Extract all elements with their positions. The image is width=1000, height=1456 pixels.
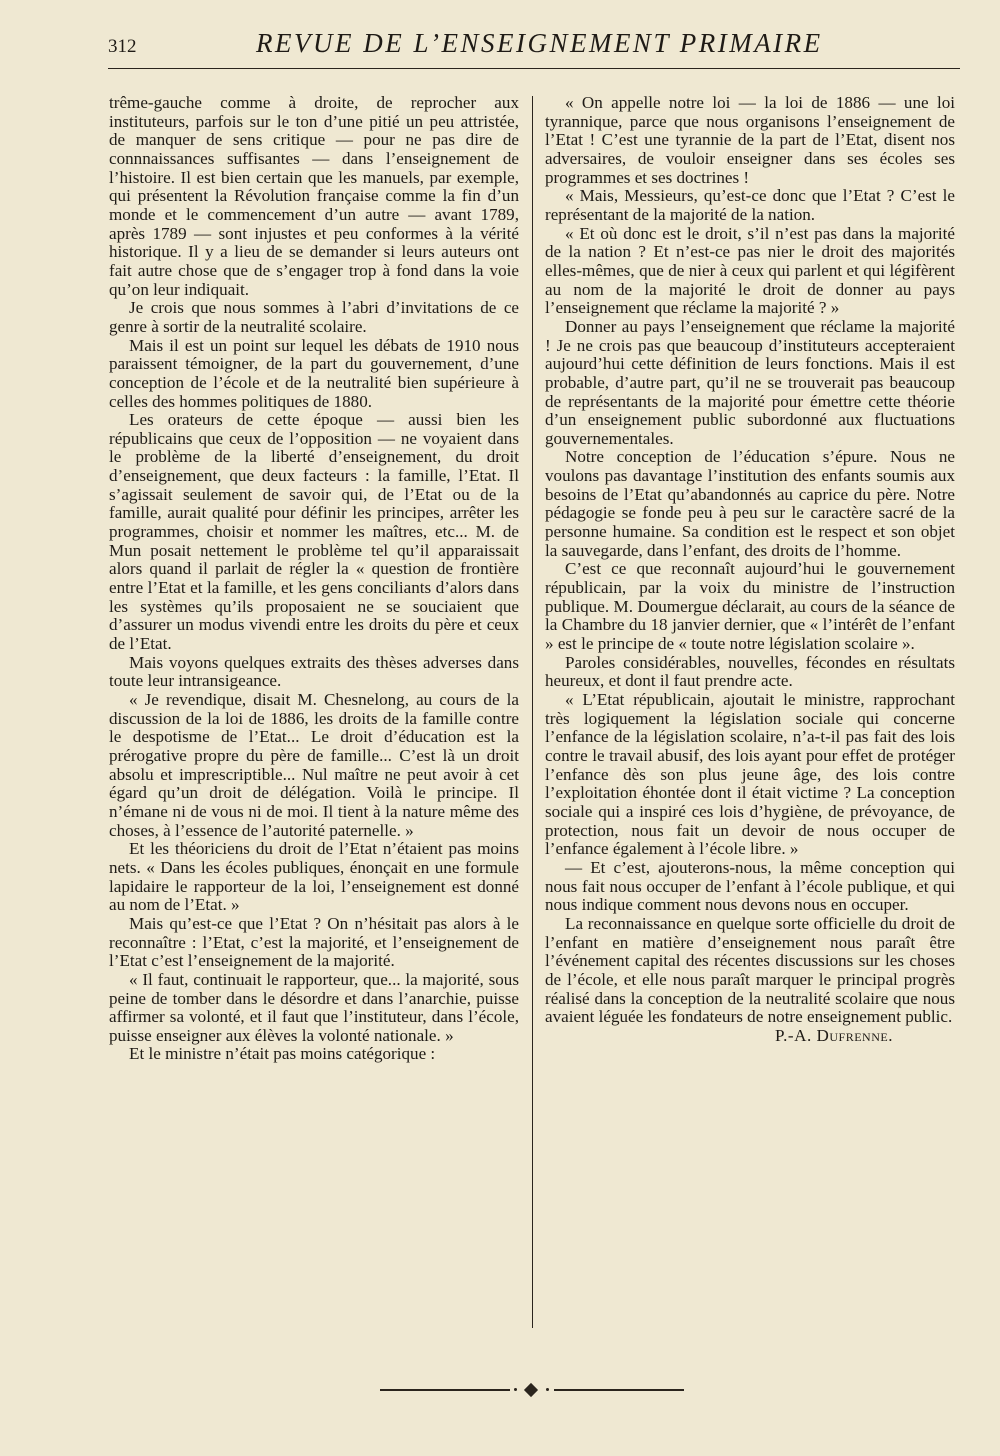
paragraph: trême-gauche comme à droite, de reprocher aux instituteurs, parfois sur le ton d’une pitié un peu attristée, de manquer de sens critique — pour ne pas dire de connnaissances suffisantes — dans l’enseignement de l’histoire. Il est bien certain que les manuels, par exemple, qui présentent la Révolution française comme la fin d’un monde et le commencement d’un autre — avant 1789, après 1789 — sont injustes et peu conformes à la vérité historique. Il y a lieu de se demander si leurs auteurs ont fait autre chose que de s’engager trop à fond dans la voie qu’on leur indiquait. — [109, 93, 519, 299]
paragraph: Mais il est un point sur lequel les débats de 1910 nous paraissent témoigner, de la part du gouvernement, d’une conception de l’école et de la neutralité bien supérieure à celles des hommes politiques de 1880. — [109, 335, 519, 411]
left-column — [109, 94, 519, 1064]
signature-surname: Dufrenne. — [816, 1025, 893, 1045]
ornament-line-right — [554, 1389, 684, 1391]
page-number: 312 — [108, 36, 137, 57]
right-column — [545, 94, 955, 1045]
paragraph: « On appelle notre loi — la loi de 1886 — une loi tyrannique, parce que nous organisons l’enseignement de l’Etat ! C’est une tyrannie de la part de l’Etat, disent nos adversaires, de vouloir enseigner dans ses écoles ses programmes et ses doctrines ! — [545, 93, 955, 187]
column-divider — [532, 96, 533, 1328]
paragraph: « Je revendique, disait M. Chesnelong, au cours de la discussion de la loi de 1886, les droits de la famille contre le despotisme de l’Etat... Le droit d’éducation est la prérogative propre du père de famille... C’est là un droit absolu et imprescriptible... Nul maître ne peut avoir à cet égard qu’un droit de délégation. Voilà le principe. Il n’émane ni de vous ni de moi. Il tient à la nature même des choses, à l’essence de l’autorité paternelle. » — [109, 690, 519, 840]
header-rule — [108, 68, 960, 69]
paragraph: La reconnaissance en quelque sorte officielle du droit de l’enfant en matière d’enseignement nous paraît être l’événement capital des récentes discussions sur les choses de l’école, et elle nous paraît marquer le principal progrès réalisé dans la conception de la neutralité scolaire que nous avaient léguée les fondateurs de notre enseignement public. — [545, 913, 955, 1027]
ornament-line-left — [380, 1389, 510, 1391]
journal-title: REVUE DE L’ENSEIGNEMENT PRIMAIRE — [256, 28, 823, 58]
paragraph: Je crois que nous sommes à l’abri d’invitations de ce genre à sortir de la neutralité scolaire. — [109, 298, 519, 336]
paragraph: Mais voyons quelques extraits des thèses adverses dans toute leur intransigeance. — [109, 652, 519, 691]
end-ornament — [380, 1382, 684, 1398]
paragraph: Mais qu’est-ce que l’Etat ? On n’hésitait pas alors à le reconnaître : l’Etat, c’est la majorité, et l’enseignement de l’Etat c’est l’enseignement de la majorité. — [109, 913, 519, 971]
paragraph: Les orateurs de cette époque — aussi bien les républicains que ceux de l’opposition — ne voyaient dans le problème de la liberté d’enseignement, du droit d’enseignement, que deux facteurs : la famille, l’Etat. Il s’agissait seulement de savoir qui, de l’Etat ou de la famille, aurait qualité pour définir les principes, arrêter les programmes, choisir et nommer les maîtres, etc... M. de Mun posait nettement le problème tel qu’il apparaissait alors quand il parlait de régler la « question de frontière entre l’Etat et la famille, et les gens conciliants d’alors dans les systèmes qu’ils proposaient ne se souciaient que d’assurer un modus vivendi entre les droits du père et ceux de l’Etat. — [109, 410, 519, 654]
paragraph: Donner au pays l’enseignement que réclame la majorité ! Je ne crois pas que beaucoup d’instituteurs accepteraient aujourd’hui cette définition de leurs fonctions. Mais il est probable, d’autre part, qu’il ne se trouverait pas beaucoup de représentants de la majorité pour émettre cette théorie d’un enseignement public subordonné aux fluctuations gouvernementales. — [545, 316, 955, 448]
paragraph: C’est ce que reconnaît aujourd’hui le gouvernement républicain, par la voix du ministre de l’instruction publique. M. Doumergue déclarait, au cours de la séance de la Chambre du 18 janvier dernier, que « l’intérêt de l’enfant » est le principe de « toute notre législation scolaire ». — [545, 559, 955, 654]
ornament-dot-left — [514, 1388, 517, 1391]
paragraph: Et les théoriciens du droit de l’Etat n’étaient pas moins nets. « Dans les écoles publiques, énonçait en une formule lapidaire le rapporteur de la loi, l’enseignement est donné au nom de l’Etat. » — [109, 839, 519, 915]
signature-initials: P.-A. — [775, 1025, 812, 1045]
paragraph: « Mais, Messieurs, qu’est-ce donc que l’Etat ? C’est le représentant de la majorité de la nation. — [545, 186, 955, 224]
paragraph: « L’Etat républicain, ajoutait le ministre, rapprochant très logiquement la législation sociale qui concerne l’enfance de la législation scolaire, n’a-t-il pas fait des lois contre le travail abusif, des lois ayant pour effet de protéger l’enfance dès son plus jeune âge, des lois contre l’exploitation éhontée dont il était victime ? La conception sociale qui a inspiré ces lois d’hygiène, de prévoyance, de protection, nous fait un devoir de nous occuper de l’enfance également à l’école libre. » — [545, 690, 955, 859]
ornament-dot-right — [546, 1388, 549, 1391]
paragraph: « Il faut, continuait le rapporteur, que... la majorité, sous peine de tomber dans le désordre et dans l’anarchie, puisse affirmer sa volonté, et il faut que l’instituteur, dans l’école, puisse enseigner aux élèves la volonté nationale. » — [109, 969, 519, 1045]
paragraph: — Et c’est, ajouterons-nous, la même conception qui nous fait nous occuper de l’enfant à l’école publique, et qui nous indique comment nous devons nous en occuper. — [545, 857, 955, 915]
ornament-diamond-icon — [524, 1383, 538, 1397]
author-signature — [545, 1027, 955, 1046]
paragraph: Et le ministre n’était pas moins catégorique : — [129, 1044, 436, 1064]
paragraph: Paroles considérables, nouvelles, fécondes en résultats heureux, et dont il faut prendre acte. — [545, 652, 955, 691]
paragraph: « Et où donc est le droit, s’il n’est pas dans la majorité de la nation ? Et n’est-ce pas nier le droit des majorités elles-mêmes, que de nier à ceux qui parlent et qui légifèrent au nom de la majorité le droit de donner au pays l’enseignement que réclame la majorité ? » — [545, 223, 955, 318]
paragraph: Notre conception de l’éducation s’épure. Nous ne voulons pas davantage l’institution des enfants soumis aux besoins de l’Etat qu’abandonnés au caprice du père. Notre pédagogie se fonde peu à peu sur le caractère sacré de la personne humaine. Sa condition est le respect et son objet la sauvegarde, dans l’enfant, des droits de l’homme. — [545, 447, 955, 560]
page-header — [108, 26, 960, 66]
